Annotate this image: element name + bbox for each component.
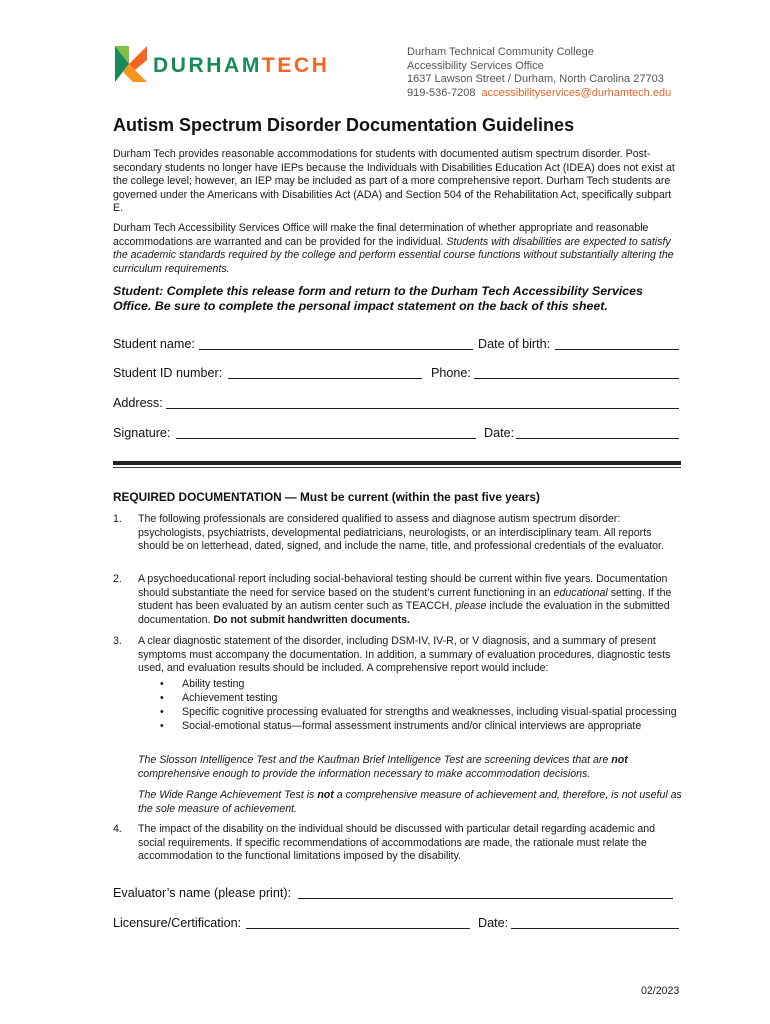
evaluator-name-label: Evaluator’s name (please print): bbox=[113, 886, 292, 900]
licensure-input[interactable] bbox=[246, 928, 470, 929]
note-bold: not bbox=[611, 754, 628, 766]
intro-paragraph-2 bbox=[113, 222, 678, 276]
item-text: A clear diagnostic statement of the disorder, including DSM-IV, IV-R, or V diagnosis, and a summary of present symptoms must accompany the documentation. In addition, a summary of evaluation procedures, diagnostic tests used, and evaluation results should be included. A comprehensive report would include: bbox=[138, 635, 671, 674]
section-divider-thin bbox=[113, 467, 681, 468]
slosson-kaufman-note bbox=[138, 753, 683, 781]
item-text-emphasis: educational bbox=[553, 586, 608, 599]
phone-label: Phone: bbox=[431, 366, 471, 380]
contact-email-link[interactable]: accessibilityservices@durhamtech.edu bbox=[481, 86, 672, 99]
document-title: Autism Spectrum Disorder Documentation Guidelines bbox=[113, 115, 575, 135]
dob-label: Date of birth: bbox=[478, 337, 551, 351]
student-name-label: Student name: bbox=[113, 337, 195, 351]
student-id-input[interactable] bbox=[228, 378, 422, 379]
logo-wordmark bbox=[153, 54, 330, 78]
logo-word-tech: TECH bbox=[261, 54, 330, 77]
evaluator-name-input[interactable] bbox=[298, 898, 673, 899]
evaluator-date-input[interactable] bbox=[511, 928, 679, 929]
wide-range-note bbox=[138, 788, 683, 816]
intro-p2-italic: Students with disabilities are expected to satisfy the academic standards required by the college and perform essential course functions without substantially altering the curriculum requirements. bbox=[113, 235, 674, 275]
student-date-input[interactable] bbox=[516, 438, 679, 439]
contact-college: Durham Technical Community College bbox=[407, 46, 594, 58]
contact-block bbox=[407, 46, 671, 100]
item-number: 1. bbox=[113, 513, 122, 525]
bullet-icon: • bbox=[160, 692, 164, 704]
item-text-part: A psychoeducational report including social-behavioral testing should be current within five years. Documentation should substantiate the need for service based on the student’s current functioning in an bbox=[138, 573, 668, 599]
bullet-text: Ability testing bbox=[182, 678, 245, 690]
evaluation-bullet-list bbox=[160, 677, 685, 733]
section-divider-thick bbox=[113, 461, 681, 465]
item-text-part: include the evaluation in the submitted documentation. bbox=[138, 600, 670, 626]
contact-address: 1637 Lawson Street / Durham, North Carolina 27703 bbox=[407, 73, 664, 85]
item-text-part: setting. If the student has been evaluated by an autism center such as TEACCH, bbox=[138, 586, 672, 612]
bullet-text: Social-emotional status—formal assessment instruments and/or clinical interviews are appropriate bbox=[182, 720, 642, 732]
item-text-bold: Do not submit handwritten documents. bbox=[213, 613, 410, 626]
note-text: The Slosson Intelligence Test and the Kaufman Brief Intelligence Test are screening devices that are bbox=[138, 754, 612, 766]
signature-label: Signature: bbox=[113, 426, 171, 440]
bullet-icon: • bbox=[160, 706, 164, 718]
note-text: comprehensive enough to provide the information necessary to make accommodation decisions. bbox=[138, 768, 591, 780]
student-id-label: Student ID number: bbox=[113, 366, 223, 380]
item-text: The impact of the disability on the individual should be discussed with particular detail regarding academic and social requirements. If specific recommendations of accommodations are made, the rationale must relate the accommodation to the functional limitations imposed by the disability. bbox=[138, 823, 656, 862]
durham-tech-logo bbox=[113, 44, 343, 84]
bullet-icon: • bbox=[160, 720, 164, 732]
address-input[interactable] bbox=[166, 408, 679, 409]
note-bold: not bbox=[317, 789, 334, 801]
item-number: 3. bbox=[113, 635, 122, 647]
item-text-emphasis: please bbox=[455, 600, 487, 612]
student-date-label: Date: bbox=[484, 426, 515, 440]
revision-date: 02/2023 bbox=[641, 985, 680, 997]
address-label: Address: bbox=[113, 396, 163, 410]
note-text: The Wide Range Achievement Test is bbox=[138, 789, 318, 801]
note-text: a comprehensive measure of achievement and, therefore, is not useful as the sole measure of achievement. bbox=[138, 789, 682, 815]
contact-phone: 919-536-7208 bbox=[407, 86, 476, 99]
licensure-label: Licensure/Certification: bbox=[113, 916, 242, 930]
item-number: 2. bbox=[113, 573, 122, 585]
bullet-icon: • bbox=[160, 678, 164, 690]
item-text bbox=[138, 573, 683, 627]
student-name-input[interactable] bbox=[199, 349, 473, 350]
bullet-item bbox=[160, 677, 685, 691]
bullet-item bbox=[160, 705, 685, 719]
intro-p2-plain: Durham Tech Accessibility Services Office will make the final determination of whether appropriate and reasonable accommodations are warranted and can be provided for the individual. bbox=[113, 222, 649, 248]
bullet-item bbox=[160, 719, 685, 733]
signature-input[interactable] bbox=[176, 438, 476, 439]
contact-phone-email-row bbox=[407, 87, 671, 101]
intro-paragraph-1: Durham Tech provides reasonable accommodations for students with documented autism spectrum disorder. Post-secondary students no longer have IEPs because the Individuals with Disabilities Education Act (IDEA) does not exist at the college level; however, an IEP may be included as part of a more comprehensive report. Durham Tech students are governed under the Americans with Disabilities Act (ADA) and Section 504 of the Rehabilitation Act, specifically subpart E. bbox=[113, 148, 675, 214]
item-number: 4. bbox=[113, 823, 122, 835]
bullet-text: Specific cognitive processing evaluated for strengths and weaknesses, including visual-spatial processing bbox=[182, 706, 677, 718]
item-text: The following professionals are considered qualified to assess and diagnose autism spectrum disorder: psychologists, psychiatrists, developmental pediatricians, neurologists, or an interdisciplinary team. All reports should be on letterhead, dated, signed, and include the name, title, and professional credentials of the evaluator. bbox=[138, 513, 664, 552]
bullet-text: Achievement testing bbox=[182, 692, 278, 704]
bullet-item bbox=[160, 691, 685, 705]
student-instruction: Student: Complete this release form and return to the Durham Tech Accessibility Services Office. Be sure to complete the personal impact statement on the back of this sheet. bbox=[113, 284, 643, 313]
dob-input[interactable] bbox=[555, 349, 679, 350]
required-documentation-heading: REQUIRED DOCUMENTATION — Must be current (within the past five years) bbox=[113, 490, 540, 504]
contact-office: Accessibility Services Office bbox=[407, 59, 544, 72]
evaluator-date-label: Date: bbox=[478, 916, 509, 930]
logo-word-durham: DURHAM bbox=[153, 54, 262, 77]
logo-mark-icon bbox=[113, 44, 149, 84]
phone-input[interactable] bbox=[474, 378, 679, 379]
